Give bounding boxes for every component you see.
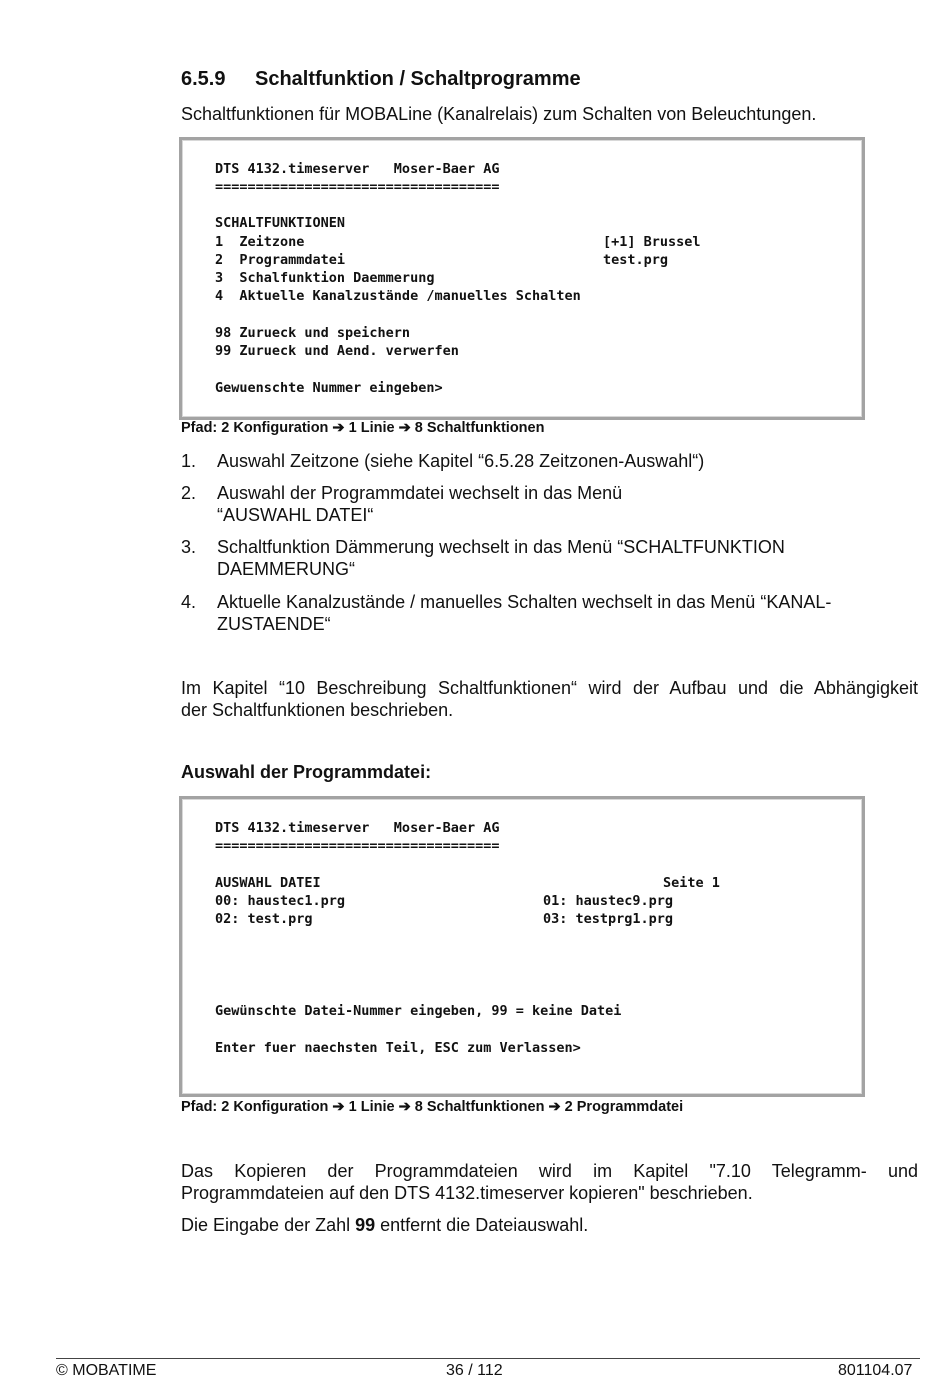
paragraph-99-text-end: entfernt die Dateiauswahl. [375,1215,589,1235]
section-title: Schaltfunktion / Schaltprogramme [255,68,581,90]
menu-item-label: 4 Aktuelle Kanalzustände /manuelles Schalten [215,288,581,304]
footer-doc-number: 801104.07 [838,1362,913,1379]
list-number: 2. [181,483,197,503]
paragraph-99 [181,1214,588,1236]
terminal-prompt: Gewuenschte Nummer eingeben> [215,380,443,396]
file-entry: 00: haustec1.prg [215,893,346,909]
list-text: Schaltfunktion Dämmerung wechselt in das Menü “SCHALTFUNKTION [217,537,785,557]
list-text-cont: “AUSWAHL DATEI“ [217,505,374,525]
menu-item-value: test.prg [603,252,669,268]
list-text-cont: DAEMMERUNG“ [217,559,355,579]
terminal-rule: =================================== [215,838,500,854]
menu-back-discard: 99 Zurueck und Aend. verwerfen [215,343,459,359]
terminal-header: DTS 4132.timeserver Moser-Baer AG [215,820,500,836]
menu-back-save: 98 Zurueck und speichern [215,325,411,341]
terminal-prompt: Enter fuer naechsten Teil, ESC zum Verlassen> [215,1040,581,1056]
terminal-header: DTS 4132.timeserver Moser-Baer AG [215,161,500,177]
terminal-rule: =================================== [215,179,500,195]
paragraph-99-text: Die Eingabe der Zahl [181,1215,356,1235]
terminal-page: Seite 1 [663,875,720,891]
list-text: Aktuelle Kanalzustände / manuelles Schalten wechselt in das Menü “KANAL- [217,592,832,612]
paragraph-copy-line1: Das Kopieren der Programmdateien wird im Kapitel "7.10 Telegramm- und [181,1161,918,1181]
list-text-cont: ZUSTAENDE“ [217,614,331,634]
numbered-list [181,450,881,640]
section-number: 6.5.9 [181,68,226,90]
terminal-prompt: Gewünschte Datei-Nummer eingeben, 99 = keine Datei [215,1003,622,1019]
terminal-menu-title: SCHALTFUNKTIONEN [215,215,346,231]
terminal-menu-auswahl-datei [179,796,865,1097]
menu-item-label: 2 Programmdatei [215,252,346,268]
paragraph-chapter10-line2: der Schaltfunktionen beschrieben. [181,700,454,720]
terminal-menu-title: AUSWAHL DATEI [215,875,321,891]
file-entry: 03: testprg1.prg [543,911,674,927]
list-text: Auswahl der Programmdatei wechselt in das Menü [217,483,623,503]
paragraph-99-number: 99 [355,1215,376,1235]
footer-copyright: © MOBATIME [56,1362,157,1379]
footer-divider [56,1358,920,1359]
menu-path: Pfad: 2 Konfiguration ➔ 1 Linie ➔ 8 Schaltfunktionen ➔ 2 Programmdatei [181,1099,684,1115]
list-number: 3. [181,537,197,557]
section-intro: Schaltfunktionen für MOBALine (Kanalrelais) zum Schalten von Beleuchtungen. [181,104,817,124]
subheading: Auswahl der Programmdatei: [181,762,432,782]
list-number: 1. [181,451,197,471]
menu-item-label: 3 Schalfunktion Daemmerung [215,270,435,286]
menu-path: Pfad: 2 Konfiguration ➔ 1 Linie ➔ 8 Schaltfunktionen [181,420,545,436]
section-heading [181,68,581,91]
menu-item-label: 1 Zeitzone [215,234,305,250]
file-entry: 02: test.prg [215,911,313,927]
menu-item-value: [+1] Brussel [603,234,701,250]
paragraph-chapter10-line1: Im Kapitel “10 Beschreibung Schaltfunktionen“ wird der Aufbau und die Abhängigkeit [181,678,918,698]
terminal-menu-schaltfunktionen [179,137,865,420]
file-entry: 01: haustec9.prg [543,893,674,909]
footer-page-number: 36 / 112 [446,1362,503,1379]
list-number: 4. [181,592,197,612]
paragraph-copy-line2: Programmdateien auf den DTS 4132.timeserver kopieren" beschrieben. [181,1183,753,1203]
list-text: Auswahl Zeitzone (siehe Kapitel “6.5.28 Zeitzonen-Auswahl“) [217,451,705,471]
